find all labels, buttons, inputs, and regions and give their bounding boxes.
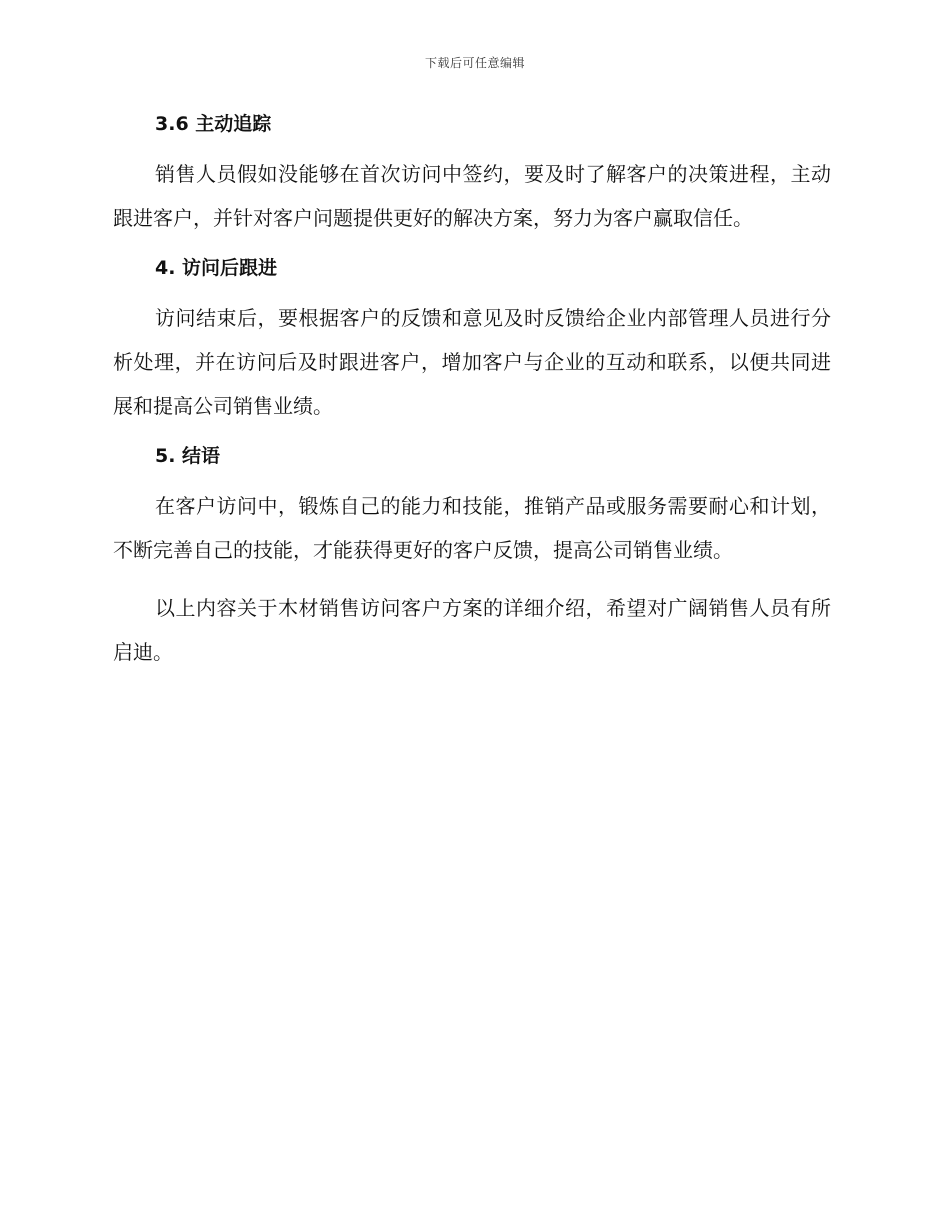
section-paragraph: 销售人员假如没能够在首次访问中签约，要及时了解客户的决策进程，主动跟进客户，并针对客户问题提供更好的解决方案，努力为客户赢取信任。	[113, 162, 831, 230]
section-paragraph: 在客户访问中，锻炼自己的能力和技能，推销产品或服务需要耐心和计划，不断完善自己的技能，才能获得更好的客户反馈，提高公司销售业绩。	[113, 494, 831, 562]
page-header: 下载后可任意编辑	[424, 56, 525, 70]
section-paragraph: 以上内容关于木材销售访问客户方案的详细介绍，希望对广阔销售人员有所启迪。	[113, 596, 831, 664]
section-heading-conclusion: 5. 结语	[155, 445, 221, 467]
section-paragraph: 访问结束后，要根据客户的反馈和意见及时反馈给企业内部管理人员进行分析处理，并在访问后及时跟进客户，增加客户与企业的互动和联系，以便共同进展和提高公司销售业绩。	[113, 306, 831, 418]
section-heading-active-follow: 3.6 主动追踪	[155, 113, 272, 135]
section-heading-post-visit: 4. 访问后跟进	[155, 257, 278, 279]
document-body	[113, 110, 831, 688]
